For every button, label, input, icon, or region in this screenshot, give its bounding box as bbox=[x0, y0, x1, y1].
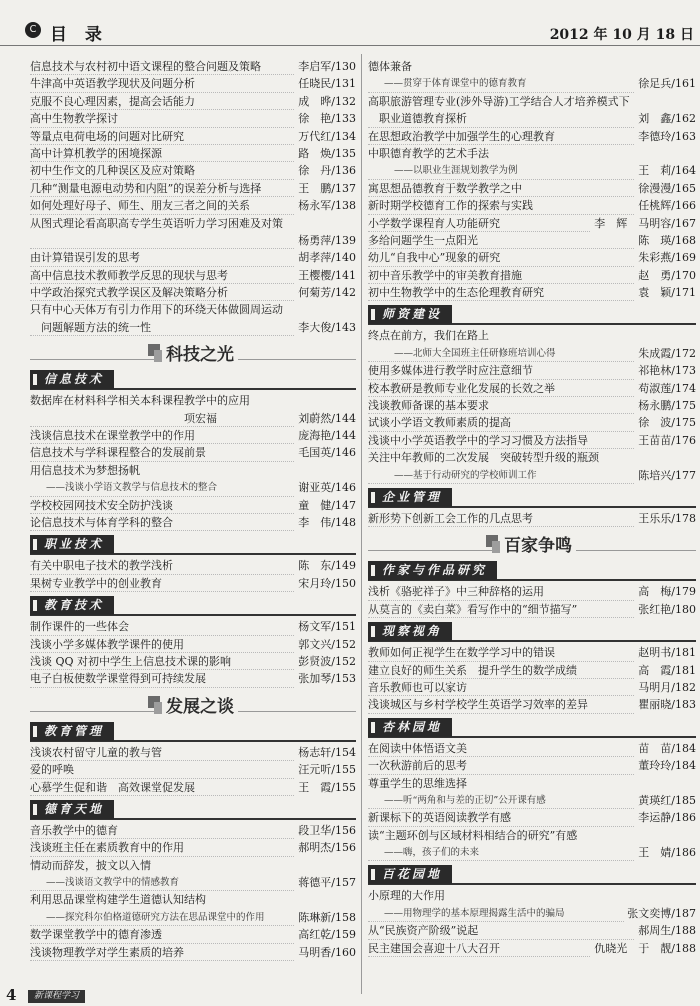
toc-entry[interactable] bbox=[368, 162, 696, 179]
article-title[interactable]: 尊重学生的思维选择 bbox=[368, 776, 467, 790]
toc-entry[interactable] bbox=[30, 215, 356, 232]
category-label: 师资建设 bbox=[368, 305, 452, 324]
author-page: 童 健/147 bbox=[295, 497, 356, 514]
category-label: 现察视角 bbox=[368, 622, 452, 641]
toc-entry[interactable] bbox=[30, 284, 356, 301]
author-page: 彭贤波/152 bbox=[295, 653, 356, 670]
article-title[interactable]: 德体兼备 bbox=[368, 60, 412, 73]
section-banner bbox=[368, 527, 696, 557]
article-title[interactable]: 学校校园网技术安全防护浅谈 bbox=[30, 498, 173, 512]
toc-entry[interactable] bbox=[30, 744, 356, 761]
section-banner bbox=[30, 336, 356, 366]
author-page: 刘蔚然/144 bbox=[295, 410, 356, 427]
author-page: 谢亚英/146 bbox=[295, 479, 356, 496]
article-title[interactable]: 终点在前方，我们在路上 bbox=[368, 329, 489, 343]
author-page: 马明月/182 bbox=[635, 679, 696, 696]
toc-left-column bbox=[30, 58, 356, 998]
toc-entry[interactable] bbox=[30, 75, 356, 92]
author-page: 刘 鑫/162 bbox=[635, 110, 696, 127]
category-header bbox=[368, 621, 696, 642]
author-page: 蒋德平/157 bbox=[295, 874, 356, 891]
toc-entry[interactable] bbox=[368, 601, 696, 618]
article-title[interactable]: 从“民族资产阶级”说起 bbox=[368, 924, 479, 938]
article-title[interactable]: 音乐教学中的德育 bbox=[30, 823, 118, 837]
toc-entry[interactable] bbox=[30, 197, 356, 214]
category-header bbox=[368, 864, 696, 885]
article-title[interactable]: ——用物理学的基本原理揭露生活中的骗局 bbox=[384, 907, 565, 919]
toc-entry[interactable] bbox=[30, 479, 356, 496]
author-page: 郭文兴/152 bbox=[295, 636, 356, 653]
author-page: 王苗苗/176 bbox=[635, 432, 696, 449]
author-page: 胡孝萍/140 bbox=[295, 249, 356, 266]
author-page: 朱成霞/172 bbox=[635, 345, 696, 362]
article-title[interactable]: 数学课堂教学中的德育渗透 bbox=[30, 928, 162, 942]
toc-entry[interactable] bbox=[368, 510, 696, 527]
toc-entry[interactable] bbox=[30, 267, 356, 284]
toc-entry[interactable] bbox=[30, 557, 356, 574]
article-title[interactable]: 民主建国会喜迎十八大召开 bbox=[368, 941, 500, 955]
author-page: 袁 颖/171 bbox=[635, 284, 696, 301]
article-title[interactable]: 音乐教师也可以家访 bbox=[368, 680, 467, 694]
toc-entry[interactable] bbox=[368, 397, 696, 414]
category-label: 信息技术 bbox=[30, 370, 114, 389]
toc-entry[interactable] bbox=[30, 653, 356, 670]
toc-entry[interactable] bbox=[368, 792, 696, 809]
article-title[interactable]: 如何处理好母子、师生、朋友三者之间的关系 bbox=[30, 199, 250, 213]
toc-entry[interactable] bbox=[368, 128, 696, 145]
author-page: 汪元听/155 bbox=[295, 761, 356, 778]
article-title[interactable]: ——探究科尔伯格道德研究方法在思品课堂中的作用 bbox=[46, 911, 265, 923]
article-title[interactable]: 信息技术与学科课程整合的发展前景 bbox=[30, 446, 206, 460]
article-title[interactable]: 浅析《骆驼祥子》中三种辞格的运用 bbox=[368, 585, 544, 599]
category-header bbox=[30, 799, 356, 820]
toc-entry[interactable] bbox=[30, 944, 356, 961]
article-title[interactable]: 教师如何正视学生在数学学习中的错误 bbox=[368, 646, 555, 660]
toc-entry[interactable] bbox=[30, 392, 356, 409]
category-header bbox=[368, 717, 696, 738]
author-page: 郝周生/188 bbox=[635, 922, 696, 939]
author-page: 张加琴/153 bbox=[295, 670, 356, 687]
author-page: 王 婧/186 bbox=[635, 844, 696, 861]
article-title[interactable]: 克服不良心理因素，提高会话能力 bbox=[30, 94, 195, 108]
author-page: 苗 苗/184 bbox=[635, 740, 696, 757]
toc-entry[interactable] bbox=[368, 679, 696, 696]
toc-entry[interactable] bbox=[368, 414, 696, 431]
article-title[interactable]: 读“主题环创与区域材料相结合的研究”有感 bbox=[368, 828, 578, 842]
article-title[interactable]: 小原理的大作用 bbox=[368, 889, 445, 903]
toc-entry[interactable] bbox=[30, 301, 356, 318]
author-page: 郝明杰/156 bbox=[295, 839, 356, 856]
article-title[interactable]: 问题解题方法的统一性 bbox=[30, 320, 151, 334]
article-title[interactable]: 在阅读中体悟语文美 bbox=[368, 741, 467, 755]
toc-entry[interactable] bbox=[368, 449, 696, 466]
toc-entry[interactable] bbox=[368, 284, 696, 301]
category-header bbox=[30, 534, 356, 555]
category-label: 教育管理 bbox=[30, 722, 114, 741]
article-title[interactable]: 高中计算机教学的困境探源 bbox=[30, 146, 162, 160]
article-title[interactable]: 高中生物教学探讨 bbox=[30, 112, 118, 126]
toc-entry[interactable] bbox=[30, 575, 356, 592]
issue-date: 2012 年 10 月 18 日 bbox=[549, 27, 694, 43]
toc-entry[interactable] bbox=[30, 497, 356, 514]
toc-entry[interactable] bbox=[368, 905, 696, 922]
toc-entry[interactable] bbox=[368, 345, 696, 362]
category-label: 职业技术 bbox=[30, 535, 114, 554]
article-title[interactable]: 职业道德教育探析 bbox=[368, 112, 467, 126]
category-label: 百花园地 bbox=[368, 865, 452, 884]
author-page: 陈 东/149 bbox=[295, 557, 356, 574]
author-page: 宋月玲/150 bbox=[295, 575, 356, 592]
article-title[interactable]: 幼儿“自我中心”现象的研究 bbox=[368, 251, 501, 265]
author-page: 杨永鹏/175 bbox=[635, 397, 696, 414]
toc-entry[interactable] bbox=[368, 775, 696, 792]
banner-title: 科技之光 bbox=[162, 340, 238, 365]
magazine-name: 新课程学习 bbox=[28, 990, 85, 1003]
article-title[interactable]: 利用思品课堂构建学生道德认知结构 bbox=[30, 893, 206, 907]
toc-entry[interactable] bbox=[30, 779, 356, 796]
article-title[interactable]: 使用多媒体进行教学时应注意细节 bbox=[368, 364, 533, 378]
page-footer bbox=[0, 986, 700, 1006]
page-header bbox=[0, 0, 700, 46]
author-page: 王 霞/155 bbox=[295, 779, 356, 796]
toc-entry[interactable] bbox=[30, 839, 356, 856]
toc-entry[interactable] bbox=[368, 662, 696, 679]
author-page: 马明香/160 bbox=[295, 944, 356, 961]
banner-title: 发展之谈 bbox=[162, 692, 238, 717]
toc-entry[interactable] bbox=[30, 232, 356, 249]
article-title[interactable]: 论信息技术与体育学科的整合 bbox=[30, 515, 173, 529]
article-title[interactable]: 浅谈班主任在素质教育中的作用 bbox=[30, 841, 184, 855]
article-title[interactable]: 寓思想品德教育于数学教学之中 bbox=[368, 181, 522, 195]
toc-entry[interactable] bbox=[368, 432, 696, 449]
category-label: 杏林园地 bbox=[368, 718, 452, 737]
article-title[interactable]: 电子白板使数学课堂得到可持续发展 bbox=[30, 672, 206, 686]
author-page: 瞿丽晓/183 bbox=[635, 696, 696, 713]
page-number: 4 bbox=[6, 986, 17, 1004]
toc-entry[interactable] bbox=[30, 761, 356, 778]
article-title[interactable]: 新形势下创新工会工作的几点思考 bbox=[368, 511, 533, 525]
article-title[interactable]: 由计算错误引发的思考 bbox=[30, 251, 140, 265]
article-title[interactable]: ——以职业生涯规划教学为例 bbox=[394, 165, 518, 177]
author-page: 徐 波/175 bbox=[635, 414, 696, 431]
article-title[interactable]: ——北师大全国班主任研修班培训心得 bbox=[394, 347, 556, 359]
author-page: 任晓民/131 bbox=[295, 75, 356, 92]
toc-entry[interactable] bbox=[30, 319, 356, 336]
toc-entry[interactable] bbox=[30, 891, 356, 908]
toc-entry[interactable] bbox=[368, 844, 696, 861]
toc-entry[interactable] bbox=[30, 514, 356, 531]
toc-entry[interactable] bbox=[368, 467, 696, 484]
author-page: 陈 瑛/168 bbox=[635, 232, 696, 249]
author-page: 何菊芳/142 bbox=[295, 284, 356, 301]
article-title[interactable]: 项宏福 bbox=[30, 411, 217, 425]
article-title[interactable]: 初中音乐教学中的审美教育措施 bbox=[368, 268, 522, 282]
toc-entry[interactable] bbox=[30, 462, 356, 479]
toc-entry[interactable] bbox=[30, 427, 356, 444]
toc-entry[interactable] bbox=[368, 197, 696, 214]
article-title[interactable]: 有关中职电子技术的教学浅析 bbox=[30, 559, 173, 573]
category-label: 德育天地 bbox=[30, 800, 114, 819]
author-page: 陈培兴/177 bbox=[635, 467, 696, 484]
toc-right-column bbox=[368, 58, 696, 998]
banner-title: 百家争鸣 bbox=[500, 531, 576, 556]
article-title[interactable]: 多给问题学生一点阳光 bbox=[368, 233, 478, 247]
category-header bbox=[368, 487, 696, 508]
article-title[interactable]: 高中信息技术教师教学反思的现状与思考 bbox=[30, 268, 228, 282]
author-page: 徐足兵/161 bbox=[635, 75, 696, 92]
toc-entry[interactable] bbox=[30, 822, 356, 839]
author-page: 毛国英/146 bbox=[295, 444, 356, 461]
toc-entry[interactable] bbox=[368, 232, 696, 249]
article-title[interactable]: ——听“两角和与差的正切”公开课有感 bbox=[384, 794, 546, 806]
author-page: 杨永军/138 bbox=[295, 197, 356, 214]
article-title[interactable]: 用信息技术为梦想扬帆 bbox=[30, 463, 140, 477]
author-page: 李启军/130 bbox=[295, 58, 356, 75]
toc-entry[interactable] bbox=[368, 180, 696, 197]
article-title[interactable]: 试谈小学语文教师素质的提高 bbox=[368, 416, 511, 430]
toc-entry[interactable] bbox=[368, 809, 696, 826]
author-page: 高红乾/159 bbox=[295, 926, 356, 943]
article-title[interactable]: ——嗨，孩子们的未来 bbox=[384, 847, 480, 859]
category-header bbox=[368, 560, 696, 581]
article-title[interactable]: 从莫言的《卖白菜》看写作中的“细节描写” bbox=[368, 602, 578, 616]
author-page: 王 莉/164 bbox=[635, 162, 696, 179]
author-page: 赵明书/181 bbox=[635, 644, 696, 661]
author-page: 王乐乐/178 bbox=[635, 510, 696, 527]
author-page: 高 梅/179 bbox=[635, 583, 696, 600]
article-title[interactable]: 初中生作文的几种误区及应对策略 bbox=[30, 164, 195, 178]
author-page: 李 辉 马明容/167 bbox=[591, 215, 696, 232]
author-page: 高 霞/181 bbox=[635, 662, 696, 679]
author-page: 徐 丹/136 bbox=[295, 162, 356, 179]
toc-entry[interactable] bbox=[368, 110, 696, 127]
column-divider bbox=[361, 54, 362, 994]
author-page: 陈琳新/158 bbox=[295, 909, 356, 926]
article-title[interactable]: 浅谈教师备课的基本要求 bbox=[368, 399, 489, 413]
article-title[interactable]: 中职德育教学的艺术手法 bbox=[368, 146, 489, 160]
author-page: 张红艳/180 bbox=[635, 601, 696, 618]
article-title[interactable]: ——贯穿于体育课堂中的德育教育 bbox=[384, 78, 527, 90]
section-banner bbox=[30, 688, 356, 718]
article-title[interactable]: 心慕学生促和谐 高效课堂促发展 bbox=[30, 780, 195, 794]
article-title[interactable]: 只有中心天体万有引力作用下的环绕天体做圆周运动 bbox=[30, 303, 283, 317]
toc-entry[interactable] bbox=[368, 644, 696, 661]
author-page: 庞海艳/144 bbox=[295, 427, 356, 444]
author-page: 杨志轩/154 bbox=[295, 744, 356, 761]
toc-entry[interactable] bbox=[30, 110, 356, 127]
toc-entry[interactable] bbox=[368, 215, 696, 232]
author-page: 杨勇萍/139 bbox=[295, 232, 356, 249]
section-title: 目 录 bbox=[50, 25, 108, 45]
article-title[interactable]: 等量点电荷电场的问题对比研究 bbox=[30, 129, 184, 143]
article-title[interactable]: 浅谈信息技术在课堂教学中的作用 bbox=[30, 429, 195, 443]
toc-entry[interactable] bbox=[368, 583, 696, 600]
article-title[interactable]: 情动而辞发，披文以入情 bbox=[30, 858, 151, 872]
article-title[interactable]: 中学政治探究式教学误区及解决策略分析 bbox=[30, 286, 228, 300]
toc-entry[interactable] bbox=[30, 909, 356, 926]
category-header bbox=[30, 369, 356, 390]
article-title[interactable]: 浅谈农村留守儿童的教与管 bbox=[30, 745, 162, 759]
toc-entry[interactable] bbox=[368, 58, 696, 75]
author-page: 祁艳林/173 bbox=[635, 362, 696, 379]
toc-entry[interactable] bbox=[368, 75, 696, 92]
author-page: 黄瑛红/185 bbox=[635, 792, 696, 809]
category-label: 作家与作品研究 bbox=[368, 561, 497, 580]
toc-entry[interactable] bbox=[368, 922, 696, 939]
author-page: 李 伟/148 bbox=[295, 514, 356, 531]
article-title[interactable]: 关注中年教师的二次发展 突破转型升级的瓶颈 bbox=[368, 451, 599, 465]
article-title[interactable]: 爱的呼唤 bbox=[30, 763, 74, 777]
toc-entry[interactable] bbox=[30, 874, 356, 891]
toc-entry[interactable] bbox=[368, 740, 696, 757]
article-title[interactable]: ——基于行动研究的学校师训工作 bbox=[394, 469, 537, 481]
toc-entry[interactable] bbox=[368, 362, 696, 379]
toc-entry[interactable] bbox=[368, 249, 696, 266]
article-title[interactable]: 建立良好的师生关系 提升学生的数学成绩 bbox=[368, 663, 577, 677]
category-header bbox=[30, 721, 356, 742]
author-page: 王樱樱/141 bbox=[295, 267, 356, 284]
toc-entry[interactable] bbox=[30, 444, 356, 461]
category-header bbox=[368, 304, 696, 325]
toc-entry[interactable] bbox=[30, 618, 356, 635]
author-page: 段卫华/156 bbox=[295, 822, 356, 839]
author-page: 徐 艳/133 bbox=[295, 110, 356, 127]
article-title[interactable]: 新时期学校德育工作的探索与实践 bbox=[368, 199, 533, 213]
article-title[interactable]: 在思想政治教学中加强学生的心理教育 bbox=[368, 129, 555, 143]
author-page: 王 鹏/137 bbox=[295, 180, 356, 197]
toc-entry[interactable] bbox=[368, 327, 696, 344]
article-title[interactable]: ——浅谈小学语文教学与信息技术的整合 bbox=[46, 482, 218, 494]
author-page: 李运静/186 bbox=[635, 809, 696, 826]
author-page: 路 焕/135 bbox=[295, 145, 356, 162]
author-page: 万代红/134 bbox=[295, 128, 356, 145]
article-title[interactable]: 数据库在材料科学相关本科课程教学中的应用 bbox=[30, 394, 250, 408]
author-page: 成 晔/132 bbox=[295, 93, 356, 110]
author-page: 徐漫漫/165 bbox=[635, 180, 696, 197]
article-title[interactable]: 信息技术与农村初中语文课程的整合问题及策略 bbox=[30, 60, 261, 73]
toc-entry[interactable] bbox=[30, 128, 356, 145]
author-page: 董玲玲/184 bbox=[635, 757, 696, 774]
toc-entry[interactable] bbox=[30, 410, 356, 427]
article-title[interactable]: 一次秋游前后的思考 bbox=[368, 759, 467, 773]
toc-entry[interactable] bbox=[30, 857, 356, 874]
article-title[interactable]: ——浅谈语文教学中的情感教育 bbox=[46, 877, 180, 889]
logo-icon: C bbox=[25, 22, 41, 38]
author-page: 朱彩燕/169 bbox=[635, 249, 696, 266]
article-title[interactable]: 几种“测量电源电动势和内阻”的误差分析与选择 bbox=[30, 181, 262, 195]
toc-entry[interactable] bbox=[30, 636, 356, 653]
toc-entry[interactable] bbox=[368, 887, 696, 904]
toc-entry[interactable] bbox=[368, 940, 696, 957]
category-header bbox=[30, 595, 356, 616]
author-page: 张文奕博/187 bbox=[624, 905, 696, 922]
toc-entry[interactable] bbox=[30, 58, 356, 75]
article-title[interactable]: 校本教研是教师专业化发展的长效之举 bbox=[368, 381, 555, 395]
author-page: 李德玲/163 bbox=[635, 128, 696, 145]
article-title[interactable]: 牛津高中英语教学现状及问题分析 bbox=[30, 77, 195, 91]
toc-entry[interactable] bbox=[368, 757, 696, 774]
article-title[interactable]: 浅谈 QQ 对初中学生上信息技术课的影响 bbox=[30, 654, 232, 668]
toc-entry[interactable] bbox=[368, 93, 696, 110]
toc-entry[interactable] bbox=[30, 145, 356, 162]
article-title[interactable]: 从图式理论看高职高专学生英语听力学习困难及对策 bbox=[30, 216, 283, 230]
toc-entry[interactable] bbox=[30, 249, 356, 266]
author-page: 赵 勇/170 bbox=[635, 267, 696, 284]
article-title[interactable]: 浅谈物理教学对学生素质的培养 bbox=[30, 945, 184, 959]
toc-entry[interactable] bbox=[30, 670, 356, 687]
author-page: 仇晓光 于 靓/188 bbox=[591, 940, 696, 957]
article-title[interactable]: 新课标下的英语阅读教学有感 bbox=[368, 811, 511, 825]
toc-entry[interactable] bbox=[30, 93, 356, 110]
author-page: 苟淑莲/174 bbox=[635, 380, 696, 397]
article-title[interactable]: 小学数学课程育人功能研究 bbox=[368, 216, 500, 230]
toc-entry[interactable] bbox=[30, 926, 356, 943]
article-title[interactable]: 浅谈小学多媒体教学课件的使用 bbox=[30, 637, 184, 651]
article-title[interactable]: 浅谈中小学英语教学中的学习习惯及方法指导 bbox=[368, 433, 588, 447]
author-page: 杨文军/151 bbox=[295, 618, 356, 635]
category-label: 企业管理 bbox=[368, 488, 452, 507]
toc-entry[interactable] bbox=[368, 267, 696, 284]
article-title[interactable]: 高职旅游管理专业(涉外导游)工学结合人才培养模式下 bbox=[368, 94, 630, 108]
author-page: 李大俊/143 bbox=[295, 319, 356, 336]
toc-entry[interactable] bbox=[368, 145, 696, 162]
toc-entry[interactable] bbox=[368, 696, 696, 713]
toc-entry[interactable] bbox=[30, 162, 356, 179]
author-page: 任桃辉/166 bbox=[635, 197, 696, 214]
toc-entry[interactable] bbox=[30, 180, 356, 197]
toc-entry[interactable] bbox=[368, 827, 696, 844]
category-label: 教育技术 bbox=[30, 596, 114, 615]
toc-entry[interactable] bbox=[368, 380, 696, 397]
article-title[interactable]: 制作课件的一些体会 bbox=[30, 620, 129, 634]
article-title[interactable]: 果树专业教学中的创业教育 bbox=[30, 576, 162, 590]
article-title[interactable]: 浅谈城区与乡村学校学生英语学习效率的差异 bbox=[368, 698, 588, 712]
article-title[interactable]: 初中生物教学中的生态伦理教育研究 bbox=[368, 286, 544, 300]
